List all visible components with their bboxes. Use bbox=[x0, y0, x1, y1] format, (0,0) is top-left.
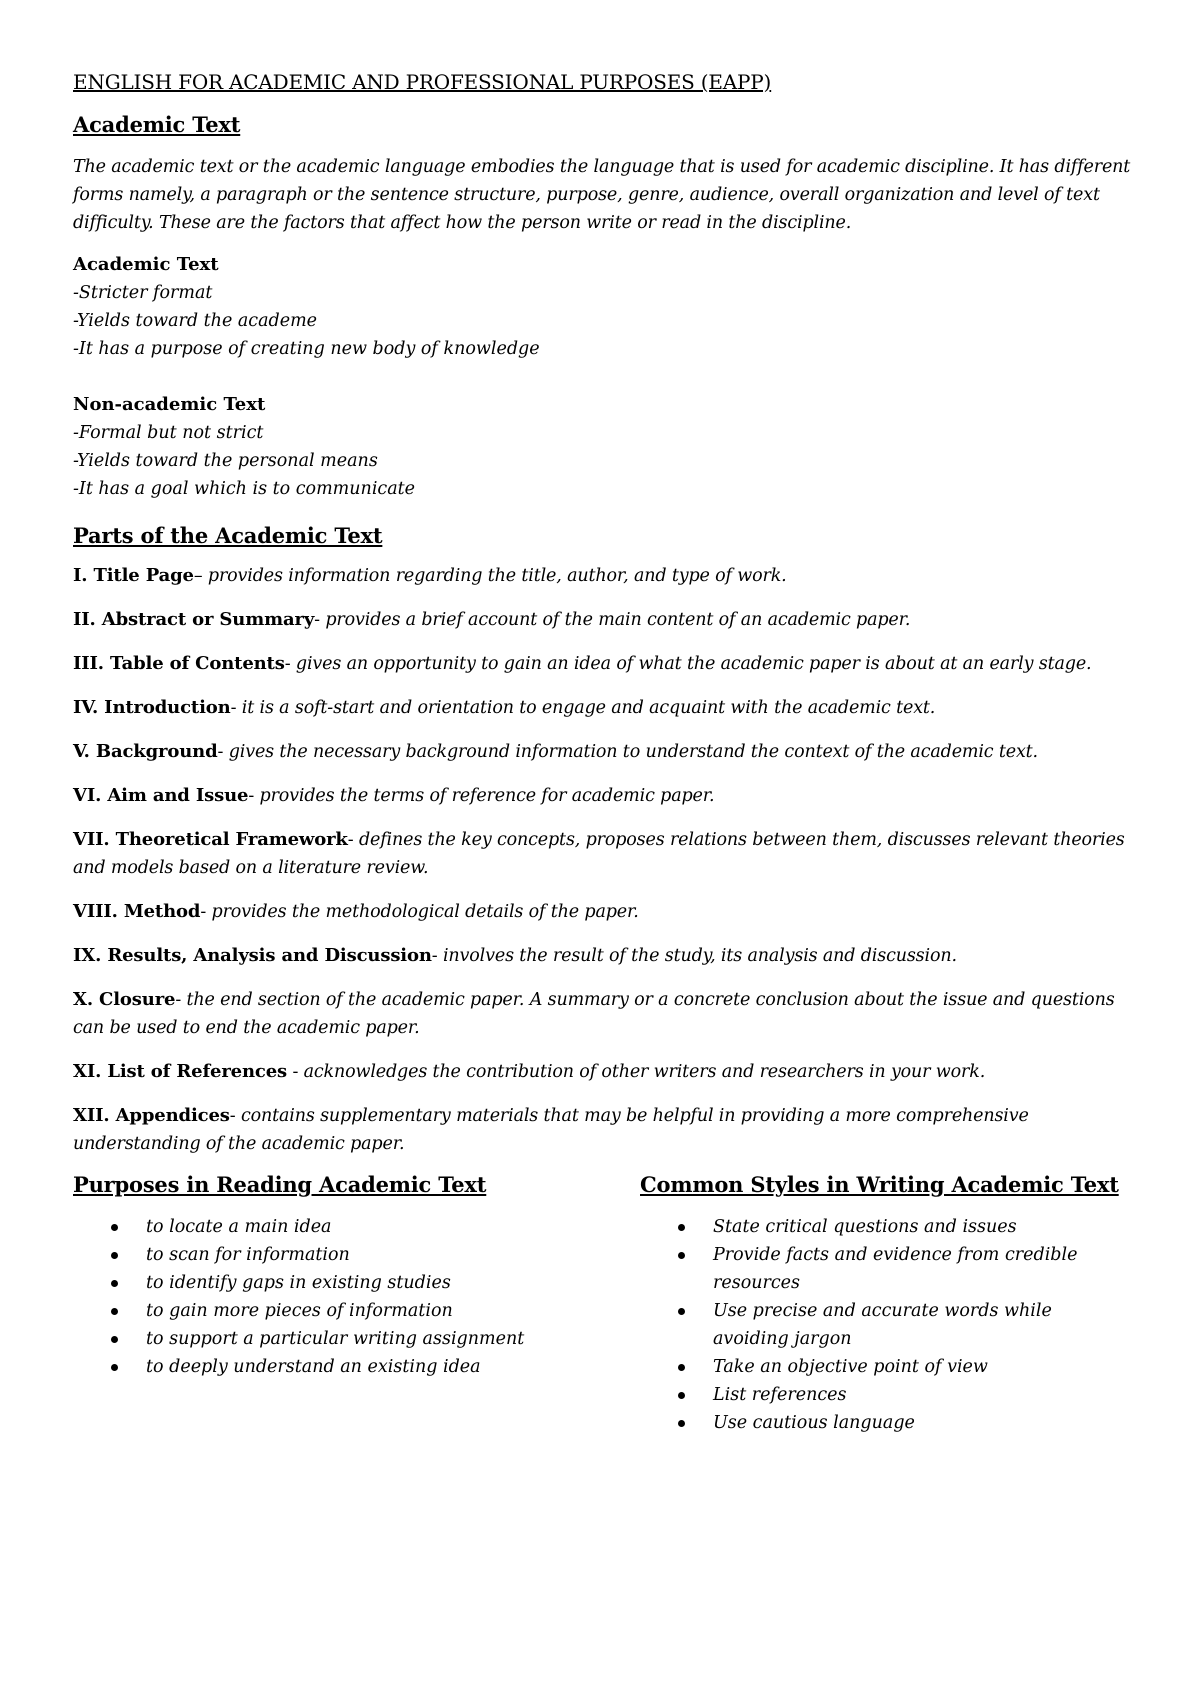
intro-paragraph: The academic text or the academic language embodies the language that is used for academic discipline. It has different forms namely, a paragraph or the sentence structure, purpose, genre, audience, overall organization and level of text difficulty. These are the factors that affect how the person write or read in the discipline. bbox=[73, 157, 1131, 233]
non-academic-text-line: -It has a goal which is to communicate bbox=[73, 479, 416, 499]
bullet-icon bbox=[678, 1252, 685, 1259]
bullet-icon bbox=[111, 1252, 118, 1259]
document-title: ENGLISH FOR ACADEMIC AND PROFESSIONAL PURPOSES (EAPP) bbox=[73, 70, 772, 94]
list-item: to gain more pieces of information bbox=[73, 1297, 593, 1325]
parts-heading: Parts of the Academic Text bbox=[73, 523, 383, 548]
part-item bbox=[73, 782, 1143, 810]
part-separator: - bbox=[175, 990, 187, 1010]
part-separator: - bbox=[200, 902, 212, 922]
part-term: I. Title Page bbox=[73, 565, 194, 586]
part-term: XI. List of References bbox=[73, 1061, 288, 1082]
non-academic-text-block bbox=[73, 391, 1143, 503]
part-separator: - bbox=[229, 1106, 241, 1126]
styles-column bbox=[640, 1172, 1120, 1437]
part-term: II. Abstract or Summary bbox=[73, 609, 315, 630]
part-separator: – bbox=[193, 566, 208, 586]
list-item: Take an objective point of view bbox=[640, 1353, 1120, 1381]
academic-text-line: -Yields toward the academe bbox=[73, 311, 318, 331]
part-term: X. Closure bbox=[73, 989, 176, 1010]
bullet-icon bbox=[678, 1364, 685, 1371]
part-item bbox=[73, 562, 1143, 590]
list-item: State critical questions and issues bbox=[640, 1213, 1120, 1241]
part-separator: - bbox=[284, 654, 296, 674]
purposes-heading: Purposes in Reading Academic Text bbox=[73, 1172, 487, 1197]
list-item: to support a particular writing assignment bbox=[73, 1325, 593, 1353]
part-description: defines the key concepts, proposes relations between them, discusses relevant theories and models based on a literature review. bbox=[73, 830, 1125, 878]
list-item: Use precise and accurate words while avoiding jargon bbox=[640, 1297, 1120, 1353]
list-item: to scan for information bbox=[73, 1241, 593, 1269]
part-description: the end section of the academic paper. A summary or a concrete conclusion about the issue and questions can be used to end the academic paper. bbox=[73, 990, 1115, 1038]
part-separator: - bbox=[287, 1062, 304, 1082]
part-term: VI. Aim and Issue bbox=[73, 785, 249, 806]
academic-text-block bbox=[73, 251, 1143, 363]
academic-text-heading: Academic Text bbox=[73, 112, 241, 137]
part-separator: - bbox=[217, 742, 229, 762]
part-description: gives an opportunity to gain an idea of what the academic paper is about at an early stage. bbox=[295, 654, 1092, 674]
part-description: provides a brief account of the main content of an academic paper. bbox=[325, 610, 911, 630]
part-item bbox=[73, 942, 1143, 970]
part-term: IX. Results, Analysis and Discussion bbox=[73, 945, 432, 966]
bullet-icon bbox=[111, 1280, 118, 1287]
list-item: to identify gaps in existing studies bbox=[73, 1269, 593, 1297]
part-term: IV. Introduction bbox=[73, 697, 231, 718]
non-academic-text-label: Non-academic Text bbox=[73, 394, 266, 415]
part-description: provides information regarding the title, author, and type of work. bbox=[207, 566, 787, 586]
part-separator: - bbox=[431, 946, 443, 966]
part-item bbox=[73, 606, 1143, 634]
part-item bbox=[73, 694, 1143, 722]
bullet-icon bbox=[678, 1224, 685, 1231]
part-description: it is a soft-start and orientation to engage and acquaint with the academic text. bbox=[241, 698, 936, 718]
part-description: acknowledges the contribution of other writers and researchers in your work. bbox=[303, 1062, 986, 1082]
list-item: Use cautious language bbox=[640, 1409, 1120, 1437]
academic-text-line: -It has a purpose of creating new body of knowledge bbox=[73, 339, 540, 359]
part-term: III. Table of Contents bbox=[73, 653, 285, 674]
list-item: Provide facts and evidence from credible resources bbox=[640, 1241, 1120, 1297]
part-description: gives the necessary background information to understand the context of the academic text. bbox=[228, 742, 1038, 762]
part-separator: - bbox=[314, 610, 326, 630]
part-item bbox=[73, 650, 1143, 678]
part-separator: - bbox=[248, 786, 260, 806]
academic-text-line: -Stricter format bbox=[73, 283, 213, 303]
styles-heading: Common Styles in Writing Academic Text bbox=[640, 1172, 1119, 1197]
bullet-icon bbox=[678, 1392, 685, 1399]
purposes-column bbox=[73, 1172, 593, 1381]
part-item bbox=[73, 986, 1143, 1042]
part-term: VIII. Method bbox=[73, 901, 201, 922]
part-description: contains supplementary materials that may be helpful in providing a more comprehensive understanding of the academic paper. bbox=[73, 1106, 1029, 1154]
part-item bbox=[73, 1058, 1143, 1086]
non-academic-text-line: -Yields toward the personal means bbox=[73, 451, 378, 471]
bullet-icon bbox=[111, 1364, 118, 1371]
part-description: provides the methodological details of the paper. bbox=[211, 902, 639, 922]
part-term: XII. Appendices bbox=[73, 1105, 230, 1126]
non-academic-text-line: -Formal but not strict bbox=[73, 423, 264, 443]
part-description: involves the result of the study, its analysis and discussion. bbox=[442, 946, 957, 966]
part-item bbox=[73, 898, 1143, 926]
purposes-list bbox=[73, 1213, 593, 1381]
list-item: List references bbox=[640, 1381, 1120, 1409]
bullet-icon bbox=[678, 1420, 685, 1427]
bullet-icon bbox=[111, 1336, 118, 1343]
bullet-icon bbox=[678, 1308, 685, 1315]
part-description: provides the terms of reference for academic paper. bbox=[259, 786, 715, 806]
bullet-icon bbox=[111, 1308, 118, 1315]
part-separator: - bbox=[230, 698, 242, 718]
part-item bbox=[73, 826, 1143, 882]
part-item bbox=[73, 1102, 1143, 1158]
list-item: to deeply understand an existing idea bbox=[73, 1353, 593, 1381]
list-item: to locate a main idea bbox=[73, 1213, 593, 1241]
parts-list bbox=[73, 562, 1143, 1158]
part-item bbox=[73, 738, 1143, 766]
styles-list bbox=[640, 1213, 1120, 1437]
part-term: V. Background bbox=[73, 741, 218, 762]
part-term: VII. Theoretical Framework bbox=[73, 829, 348, 850]
part-separator: - bbox=[347, 830, 359, 850]
bullet-icon bbox=[111, 1224, 118, 1231]
academic-text-label: Academic Text bbox=[73, 254, 219, 275]
document-page bbox=[73, 70, 1143, 1472]
two-column-section bbox=[73, 1172, 1143, 1472]
